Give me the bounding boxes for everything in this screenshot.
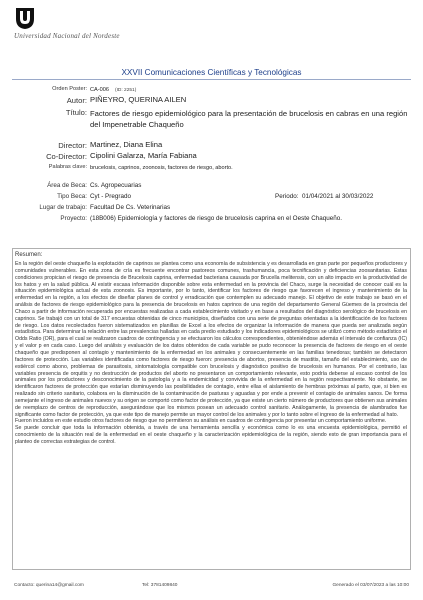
label-palabras-clave: Palabras clave:: [48, 164, 87, 170]
value-tipo-beca: Cyt - Pregrado: [90, 193, 131, 200]
label-titulo: Título:: [65, 108, 87, 117]
value-codirector: Cipolini Galarza, María Fabiana: [90, 151, 197, 160]
footer-contact: Contacto: querina14@gmail.com: [14, 583, 84, 588]
footer-phone: Tel: 3781409840: [142, 583, 178, 588]
label-proyecto: Proyecto:: [60, 215, 87, 222]
title-divider: [12, 79, 411, 80]
label-area-beca: Área de Beca:: [47, 182, 87, 189]
value-periodo: 01/04/2021 al 30/03/2022: [301, 193, 374, 200]
value-autor: PIÑEYRO, QUERINA AILEN: [90, 95, 187, 104]
abstract-paragraph: Se puede concluir que toda la información obtenida, a través de una herramienta sencilla y económica como lo es una encuesta epidemiológica, permitió el conocimiento de la situación real de la enfermedad en el oeste chaqueño y la caracterización epidemiológica de la región, siendo esto de gran importancia para el planteo de correctas estrategias de control.: [15, 425, 407, 445]
value-director: Martinez, Diana Elina: [90, 140, 163, 149]
university-logo-icon: [14, 6, 36, 30]
value-titulo: Factores de riesgo epidemiológico para la presentación de brucelosis en cabras en una región del Impenetrable Chaqueño: [90, 109, 408, 129]
value-poster-id: (ID: 2251): [114, 88, 137, 93]
university-name: Universidad Nacional del Nordeste: [14, 32, 120, 40]
value-palabras-clave: brucelosis, caprinos, zoonosis, factores de riesgo, aborto.: [90, 165, 233, 171]
abstract-label: Resumen:: [15, 252, 43, 258]
value-proyecto: (18B006) Epidemiología y factores de riesgo de brucelosis caprina en el Oeste Chaqueño.: [90, 215, 343, 222]
value-orden-poster: CA-006: [90, 87, 109, 93]
label-orden-poster: Orden Poster:: [52, 86, 87, 92]
abstract-text: [15, 261, 407, 446]
label-tipo-beca: Tipo Beca:: [57, 193, 87, 200]
label-codirector: Co-Director:: [46, 152, 87, 161]
label-periodo: Periodo:: [275, 193, 299, 200]
abstract-paragraph: Fueron incluidos en este estudio otros factores de riesgo que no permitieron su análisis en cuadros de contingencia por presentar un comportamiento uniforme.: [15, 418, 387, 425]
label-lugar-trabajo: Lugar de trabajo:: [39, 204, 87, 211]
page-title: XXVII Comunicaciones Científicas y Tecnológicas: [121, 68, 302, 77]
value-lugar-trabajo: Facultad De Cs. Veterinarias: [90, 204, 171, 211]
abstract-paragraph: En la región del oeste chaqueño la explotación de caprinos se plantea como una economía de subsistencia y es desarrollada en gran parte por pequeños productores y comunidades vulnerables. En esta zona de cría es frecuente encontrar pastoreos comunes, trashumancia, poca tecnificación y deficiencias zoosanitarias. Estas condiciones propician el riesgo de presencia de Brucelosis caprina, enfermedad bacteriana causada por Brucella melitensis, con un alto impacto en la productividad de los hatos y en la salud pública. Al existir escasa información disponible sobre esta enfermedad en la provincia del Chaco, surge la necesidad de conocer cuál es la situación epidemiológica actual de esta zoonosis. Es importante, por lo tanto, identificar los factores de riesgo que favorecen el ingreso y mantenimiento de la enfermedad en la región, a los efectos de diseñar planes de control y erradicación que contemplen su adecuado manejo. El objetivo de este trabajo se basó en el análisis de factores de riesgo epidemiológico para la presencia de brucelosis en hatos caprinos de una región del departamento General Güemes de la provincia del Chaco a partir de información recuperada por encuestas realizadas a cada establecimiento visitado y en base a resultados del diagnóstico serológico de brucelosis en caprinos. Se trabajó con un total de 317 encuestas obtenidas de cinco municipios, diseñados con una serie de preguntas orientadas a la identificación de los factores de riesgo. Los datos recolectados fueron sistematizados en planillas de Excel a los efectos de organizar la información de manera que pueda ser analizada según estadística. Para determinar la relación entre las prevalencias halladas en cada predio estudiado y los indicadores epidemiológicos se utilizó como método estadístico el Odds Ratio (OR), para el cual se realizaron cuadros de contingencia y se efectuaron los cálculos correspondientes, obteniéndose además el intervalo de confianza (IC) y el valor p en cada caso. Luego del análisis y evaluación de los datos obtenidos de cada variable se pudo reconocer la presencia de factores de riesgo en el oeste chaqueño que predisponen al contagio y mantenimiento de la enfermedad en los animales y consecuentemente en las familias tenedoras; también se detectaron factores de protección. Las variables identificadas como factores de riesgo fueron: presencia de abortos, presencia de mastitis, tamaño del establecimiento, uso de estiércol como abono, problemas de parasitosis, sintomatología compatible con brucelosis y diagnóstico positivo de brucelosis en humanos. Por el contrario, las variables presencia de orquitis y no destrucción de productos del aborto no presentaron un comportamiento relevante, esto podría deberse al escaso control de los animales por los productores y desconocimiento de la patología y a la endemicidad y convivida de la enfermedad en la región respectivamente. No obstante, se identificaron factores de protección que estarían disminuyendo las posibilidades de contagio, entre ellas el aislamiento de hembras próximas al parto, que, si bien es realizado sin criterio sanitario, colabora en la disminución de la contaminación de pasturas y aguadas y por ende a prevenir el contagio de animales sanos. De forma semejante el ingreso de animales nuevos y su origen se comportó como factor de protección, ya que existe un cierto número de productores que obtienen sus animales de reemplazo de centros de reproducción, asegurándose que los mismos posean un adecuado control sanitario. Análogamente, la presencia de alambrados fue significante como factor de protección, ya que este tipo de manejo permite un mayor control de los animales y por lo tanto sobre el ingreso de la enfermedad al hato.: [15, 261, 407, 418]
label-director: Director:: [58, 141, 87, 150]
label-autor: Autor:: [66, 96, 87, 105]
value-area-beca: Cs. Agropecuarias: [90, 182, 142, 189]
footer-generated: Generado el 03/07/2023 a las 10:00: [332, 583, 409, 588]
